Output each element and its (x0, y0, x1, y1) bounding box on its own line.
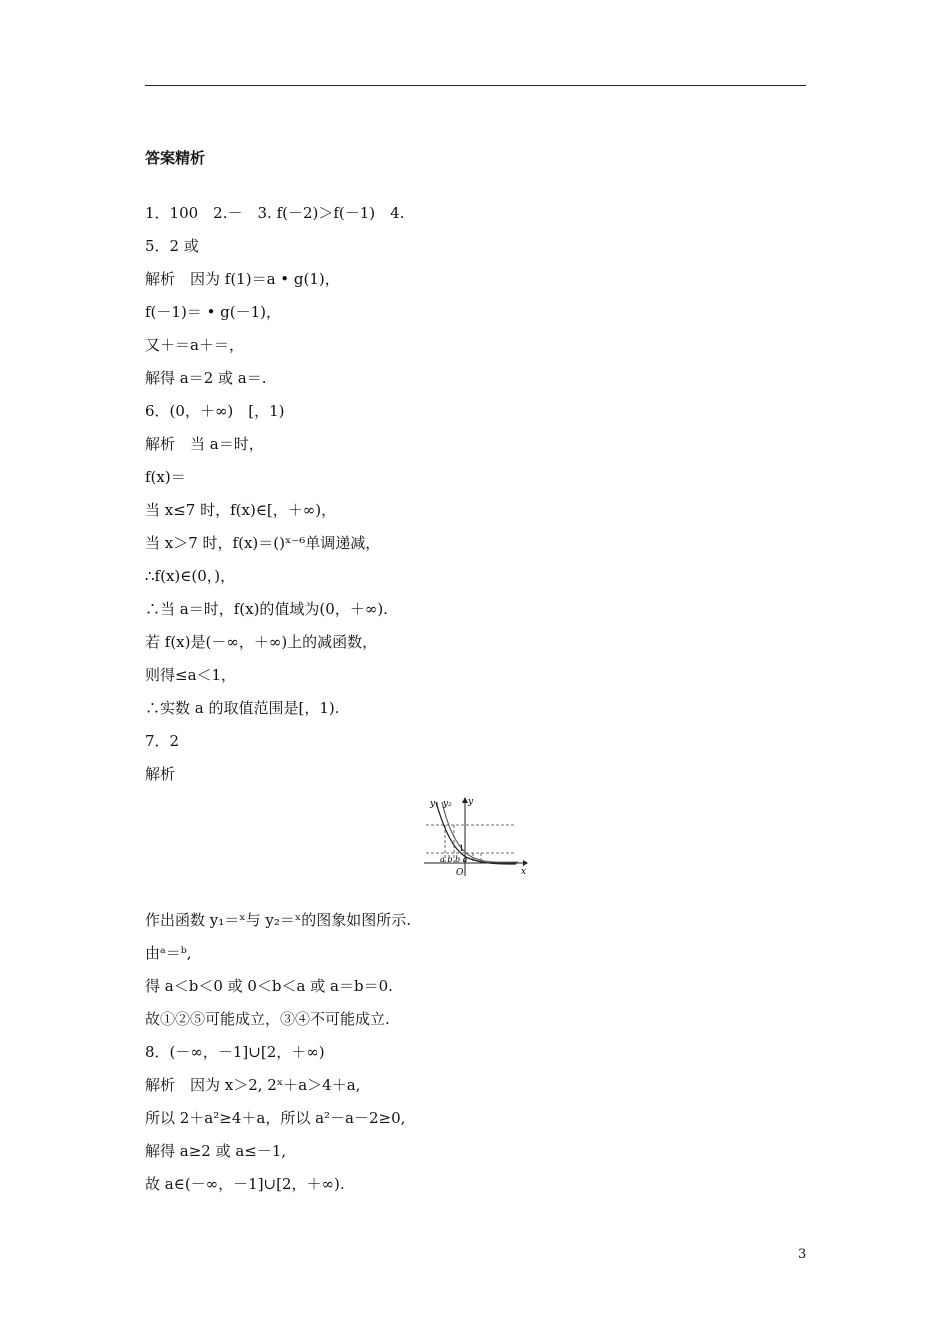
answer-line: 由ᵃ＝ᵇ, (145, 944, 192, 962)
function-graph-figure (420, 790, 532, 882)
answer-line: 6．(0，＋∞) [，1) (145, 402, 285, 420)
answer-line: 作出函数 y₁＝ˣ与 y₂＝ˣ的图象如图所示. (145, 911, 411, 929)
label-y1: y₁ (430, 799, 439, 809)
answer-line: 若 f(x)是(－∞，＋∞)上的减函数， (145, 633, 378, 651)
label-axis-marks: a b b a (440, 855, 468, 864)
section-heading: 答案精析 (145, 149, 206, 167)
answer-line: 8．(－∞，－1]∪[2，＋∞) (145, 1043, 325, 1061)
answer-line: 故 a∈(－∞，－1]∪[2，＋∞). (145, 1175, 345, 1193)
answer-line: f(x)＝ (145, 468, 186, 486)
answer-line: 则得≤a＜1， (145, 666, 237, 684)
answer-line: 又＋＝a＋＝， (145, 336, 244, 354)
answer-line: 解析 (145, 765, 176, 783)
answer-line: 所以 2＋a²≥4＋a，所以 a²－a－2≥0, (145, 1109, 406, 1127)
answer-line: ∴实数 a 的取值范围是[，1). (145, 699, 340, 717)
label-one: 1 (459, 844, 465, 853)
answer-line: 故①②⑤可能成立，③④不可能成立. (145, 1010, 390, 1028)
label-origin: O (456, 868, 464, 878)
answer-line: 5．2 或 (145, 237, 199, 255)
answer-line: f(－1)＝ • g(－1)， (145, 303, 282, 321)
answer-line: 解析 因为 x＞2, 2ˣ＋a＞4＋a, (145, 1076, 361, 1094)
page-number: 3 (798, 1247, 807, 1262)
x-axis-arrow (523, 860, 528, 866)
answer-line: 当 x≤7 时，f(x)∈[，＋∞)， (145, 501, 337, 519)
answer-line: 得 a＜b＜0 或 0＜b＜a 或 a＝b＝0. (145, 977, 393, 995)
label-y: y (468, 797, 474, 807)
answer-line: 7．2 (145, 732, 180, 750)
answer-line: ∴f(x)∈(0，)， (145, 567, 236, 585)
answer-line: ∴当 a＝时，f(x)的值域为(0，＋∞). (145, 600, 388, 618)
label-x: x (521, 867, 527, 877)
answer-line: 解得 a＝2 或 a＝. (145, 369, 267, 387)
answer-line: 当 x＞7 时，f(x)＝()ˣ⁻⁶单调递减， (145, 534, 381, 552)
header-rule (145, 85, 806, 86)
label-y2: y₂ (443, 799, 452, 809)
answer-line: 解析 因为 f(1)＝a • g(1)， (145, 270, 340, 288)
answer-line: 解析 当 a＝时， (145, 435, 264, 453)
answer-line: 1．100 2.－ 3. f(－2)＞f(－1) 4. (145, 204, 405, 222)
answer-line: 解得 a≥2 或 a≤－1, (145, 1142, 287, 1160)
